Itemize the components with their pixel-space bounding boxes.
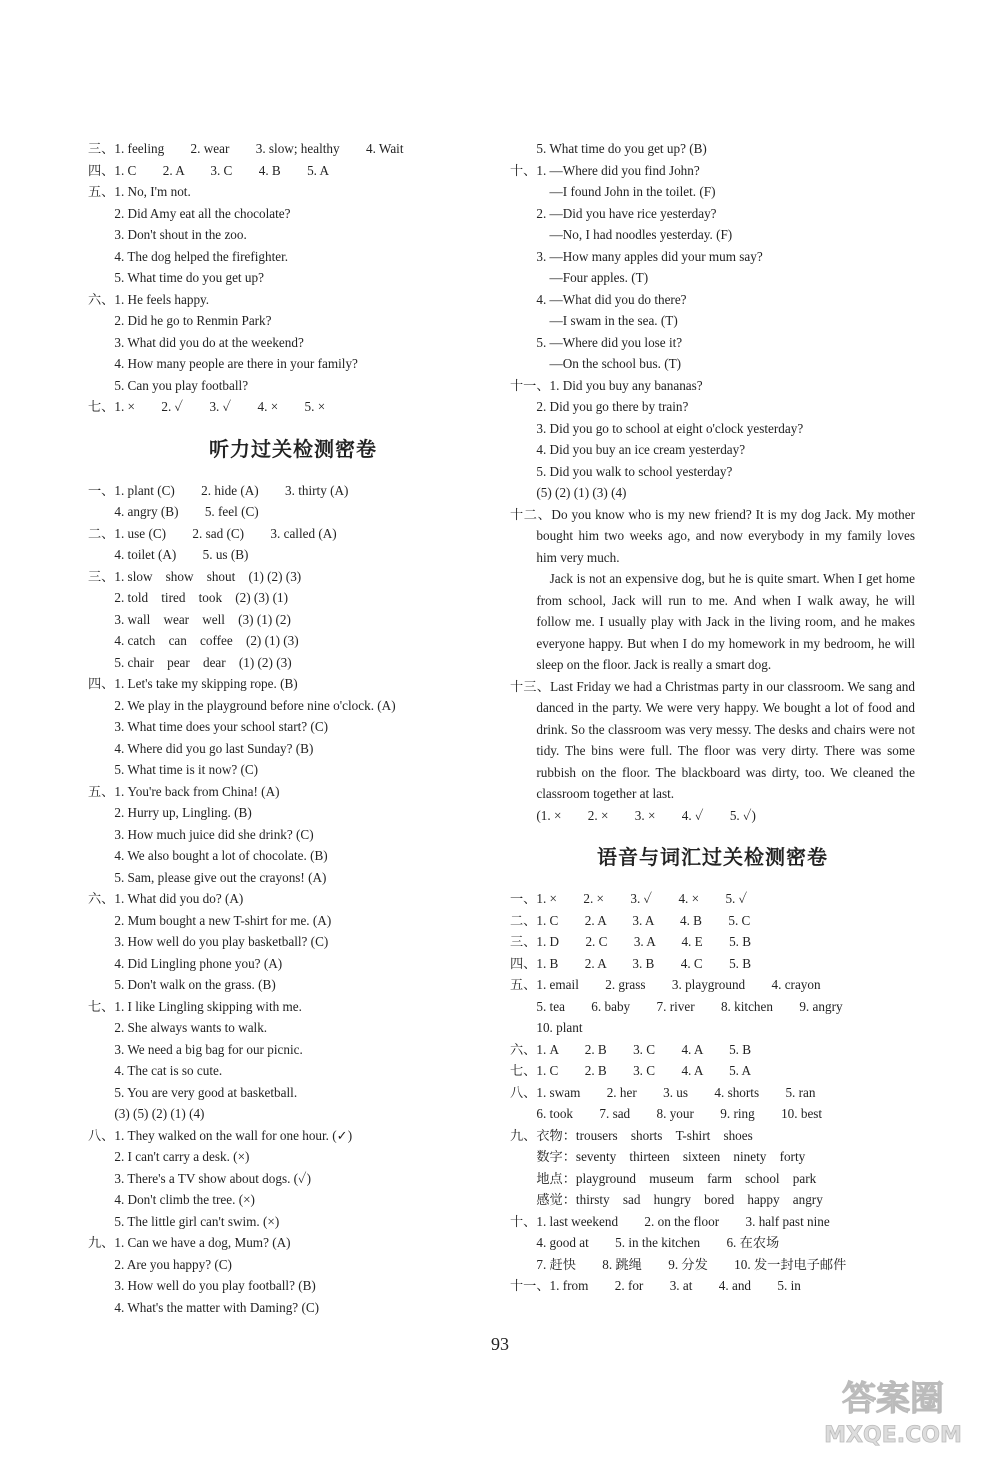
answer-line: —No, I had noodles yesterday. (F) <box>510 227 733 242</box>
answer-line: 4. How many people are there in your family? <box>88 356 358 371</box>
listening-answer-line: 四、1. Let's take my skipping rope. (B) <box>88 676 298 691</box>
listening-answer-line: 3. What time does your school start? (C) <box>88 719 329 734</box>
answer-line: 十一、1. Did you buy any bananas? <box>510 377 703 393</box>
listening-answer-line: 3. We need a big bag for our picnic. <box>88 1041 303 1057</box>
vocab-answer-line: 十、1. last weekend 2. on the floor 3. half past nine <box>510 1213 830 1229</box>
listening-answer-line: 4. angry (B) 5. feel (C) <box>88 504 259 519</box>
answer-line: 五、1. No, I'm not. <box>88 184 191 199</box>
vocab-answer-line: 一、1. × 2. × 3. ✓ 4. × 5. ✓ <box>510 891 748 906</box>
listening-answer-line: 5. chair pear dear (1) (2) (3) <box>88 654 292 670</box>
vocab-answer-line: 7. 赶快 8. 跳绳 9. 分发 10. 发一封电子邮件 <box>510 1256 847 1272</box>
listening-answer-line: 3. wall wear well (3) (1) (2) <box>88 611 291 627</box>
answer-line: 三、1. feeling 2. wear 3. slow; healthy 4. Wait <box>88 141 404 156</box>
right-column <box>510 138 915 1297</box>
answer-line: —I found John in the toilet. (F) <box>510 184 716 199</box>
vocab-answer-line: 六、1. A 2. B 3. C 4. A 5. B <box>510 1041 752 1057</box>
left-column <box>88 138 498 1318</box>
answer-line: 4. The dog helped the firefighter. <box>88 248 289 264</box>
answer-line: 2. Did he go to Renmin Park? <box>88 313 272 328</box>
listening-answer-line: 4. What's the matter with Daming? (C) <box>88 1299 320 1315</box>
listening-answer-line: 4. Don't climb the tree. (×) <box>88 1192 255 1207</box>
answer-line: 2. —Did you have rice yesterday? <box>510 205 717 221</box>
listening-answer-line: 4. Did Lingling phone you? (A) <box>88 955 283 971</box>
vocab-answers <box>510 888 915 1297</box>
passage-13-answers: (1. × 2. × 3. × 4. ✓ 5. ✓) <box>510 807 756 823</box>
vocab-answer-line: 八、1. swam 2. her 3. us 4. shorts 5. ran <box>510 1084 816 1100</box>
listening-answer-line: 五、1. You're back from China! (A) <box>88 783 280 799</box>
answer-line: 5. What time do you get up? (B) <box>510 141 707 156</box>
listening-answer-line: 二、1. use (C) 2. sad (C) 3. called (A) <box>88 525 337 541</box>
listening-answer-line: 4. We also bought a lot of chocolate. (B) <box>88 848 328 863</box>
passage-13: 十三、Last Friday we had a Christmas party in our classroom. We sang and danced in the party. We were very happy. We bought a lot of food and drink. So the classroom was very messy. The desks and chairs were not tidy. The bins were full. The floor was very dirty. There was some rubbish on the floor. The blackboard was dirty, too. We cleaned the classroom together at last. <box>510 678 915 801</box>
vocab-answer-line: 10. plant <box>510 1020 583 1035</box>
vocab-answer-line: 九、衣物：trousers shorts T-shirt shoes <box>510 1127 753 1143</box>
listening-answer-line: 2. told tired took (2) (3) (1) <box>88 590 288 605</box>
listening-answer-line: 2. I can't carry a desk. (×) <box>88 1149 250 1164</box>
passage-12 <box>510 504 915 676</box>
answer-line: 5. Did you walk to school yesterday? <box>510 463 733 479</box>
listening-answer-line: 八、1. They walked on the wall for one hour. (✓) <box>88 1127 353 1143</box>
answer-line: 4. —What did you do there? <box>510 291 687 307</box>
vocab-answer-line: 四、1. B 2. A 3. B 4. C 5. B <box>510 955 752 971</box>
right-top-answers <box>510 138 915 504</box>
listening-answer-line: 三、1. slow show shout (1) (2) (3) <box>88 568 302 584</box>
listening-answer-line: 4. The cat is so cute. <box>88 1063 223 1078</box>
listening-answer-line: 5. What time is it now? (C) <box>88 762 259 777</box>
answer-line: 5. Can you play football? <box>88 377 249 393</box>
listening-answer-line: 4. catch can coffee (2) (1) (3) <box>88 633 299 648</box>
answer-line: 3. Don't shout in the zoo. <box>88 227 247 242</box>
listening-answer-line: 3. How well do you play football? (B) <box>88 1278 316 1293</box>
listening-answer-line: 2. Are you happy? (C) <box>88 1256 232 1272</box>
listening-answer-line: 5. Sam, please give out the crayons! (A) <box>88 869 327 885</box>
listening-answer-line: 4. Where did you go last Sunday? (B) <box>88 740 314 756</box>
vocab-answer-line: 地点：playground museum farm school park <box>510 1170 817 1186</box>
vocab-answer-line: 感觉：thirsty sad hungry bored happy angry <box>510 1192 823 1207</box>
watermark-logo <box>808 1372 978 1452</box>
listening-answer-line: 七、1. I like Lingling skipping with me. <box>88 998 302 1014</box>
answer-line: 5. —Where did you lose it? <box>510 334 683 350</box>
vocab-answer-line: 二、1. C 2. A 3. A 4. B 5. C <box>510 912 751 928</box>
vocab-answer-line: 五、1. email 2. grass 3. playground 4. crayon <box>510 977 821 992</box>
svg-text:MXQE.COM: MXQE.COM <box>824 1423 962 1448</box>
answer-line: —On the school bus. (T) <box>510 356 682 371</box>
vocab-answer-line: 三、1. D 2. C 3. A 4. E 5. B <box>510 934 752 949</box>
answer-line: 2. Did you go there by train? <box>510 399 689 414</box>
listening-answer-line: 2. She always wants to walk. <box>88 1020 268 1035</box>
listening-answer-line: 5. Don't walk on the grass. (B) <box>88 977 276 992</box>
page-number: 93 <box>491 1334 509 1354</box>
vocab-answer-line: 七、1. C 2. B 3. C 4. A 5. A <box>510 1063 752 1078</box>
vocab-answer-line: 5. tea 6. baby 7. river 8. kitchen 9. angry <box>510 998 843 1014</box>
answer-line: 七、1. × 2. ✓ 3. ✓ 4. × 5. × <box>88 399 326 414</box>
listening-answer-line: (3) (5) (2) (1) (4) <box>88 1106 205 1121</box>
answer-line: 4. Did you buy an ice cream yesterday? <box>510 442 746 457</box>
vocab-answer-line: 数字：seventy thirteen sixteen ninety forty <box>510 1149 806 1164</box>
listening-answer-line: 3. How well do you play basketball? (C) <box>88 934 329 949</box>
answer-line: 十、1. —Where did you find John? <box>510 162 700 178</box>
listening-answer-line: 2. We play in the playground before nine o'clock. (A) <box>88 697 396 713</box>
answer-line: (5) (2) (1) (3) (4) <box>510 485 627 500</box>
left-top-answers <box>88 138 498 418</box>
listening-answer-line: 5. The little girl can't swim. (×) <box>88 1213 280 1229</box>
answer-line: 3. What did you do at the weekend? <box>88 334 304 350</box>
vocab-answer-line: 6. took 7. sad 8. your 9. ring 10. best <box>510 1106 823 1121</box>
listening-answer-line: 3. There's a TV show about dogs. (✓) <box>88 1170 311 1186</box>
passage-12-part2: Jack is not an expensive dog, but he is quite smart. When I get home from school, Jack will run to me. And when I walk away, he will follow me. I usually play with Jack in the living room, and he makes everyone happy. But when I do my homework in my bedroom, he will sleep on the floor. Jack is really a smart dog. <box>536 571 915 672</box>
answer-line: 四、1. C 2. A 3. C 4. B 5. A <box>88 162 330 178</box>
listening-answer-line: 2. Mum bought a new T-shirt for me. (A) <box>88 912 332 928</box>
answer-line: 5. What time do you get up? <box>88 270 264 285</box>
listening-answer-line: 3. How much juice did she drink? (C) <box>88 826 314 842</box>
svg-text:答案圈: 答案圈 <box>842 1379 944 1419</box>
answer-line: —I swam in the sea. (T) <box>510 313 678 328</box>
listening-answer-line: 九、1. Can we have a dog, Mum? (A) <box>88 1235 291 1250</box>
listening-answer-line: 5. You are very good at basketball. <box>88 1084 298 1100</box>
vocab-heading: 语音与词汇过关检测密卷 <box>597 845 828 869</box>
vocab-answer-line: 4. good at 5. in the kitchen 6. 在农场 <box>510 1235 780 1250</box>
answer-line: —Four apples. (T) <box>510 270 649 285</box>
listening-answers <box>88 480 498 1319</box>
listening-heading: 听力过关检测密卷 <box>209 436 377 461</box>
listening-answer-line: 2. Hurry up, Lingling. (B) <box>88 805 252 820</box>
answer-line: 3. —How many apples did your mum say? <box>510 248 763 264</box>
passage-12-part1: 十二、Do you know who is my new friend? It is my dog Jack. My mother bought him two weeks ago, and now everybody in my family loves him very much. <box>510 506 915 565</box>
listening-answer-line: 六、1. What did you do? (A) <box>88 891 244 906</box>
listening-answer-line: 4. toilet (A) 5. us (B) <box>88 547 249 562</box>
answer-line: 六、1. He feels happy. <box>88 291 210 307</box>
answer-line: 3. Did you go to school at eight o'clock yesterday? <box>510 420 804 436</box>
answer-line: 2. Did Amy eat all the chocolate? <box>88 205 291 221</box>
vocab-answer-line: 十一、1. from 2. for 3. at 4. and 5. in <box>510 1278 801 1293</box>
listening-answer-line: 一、1. plant (C) 2. hide (A) 3. thirty (A) <box>88 482 349 498</box>
